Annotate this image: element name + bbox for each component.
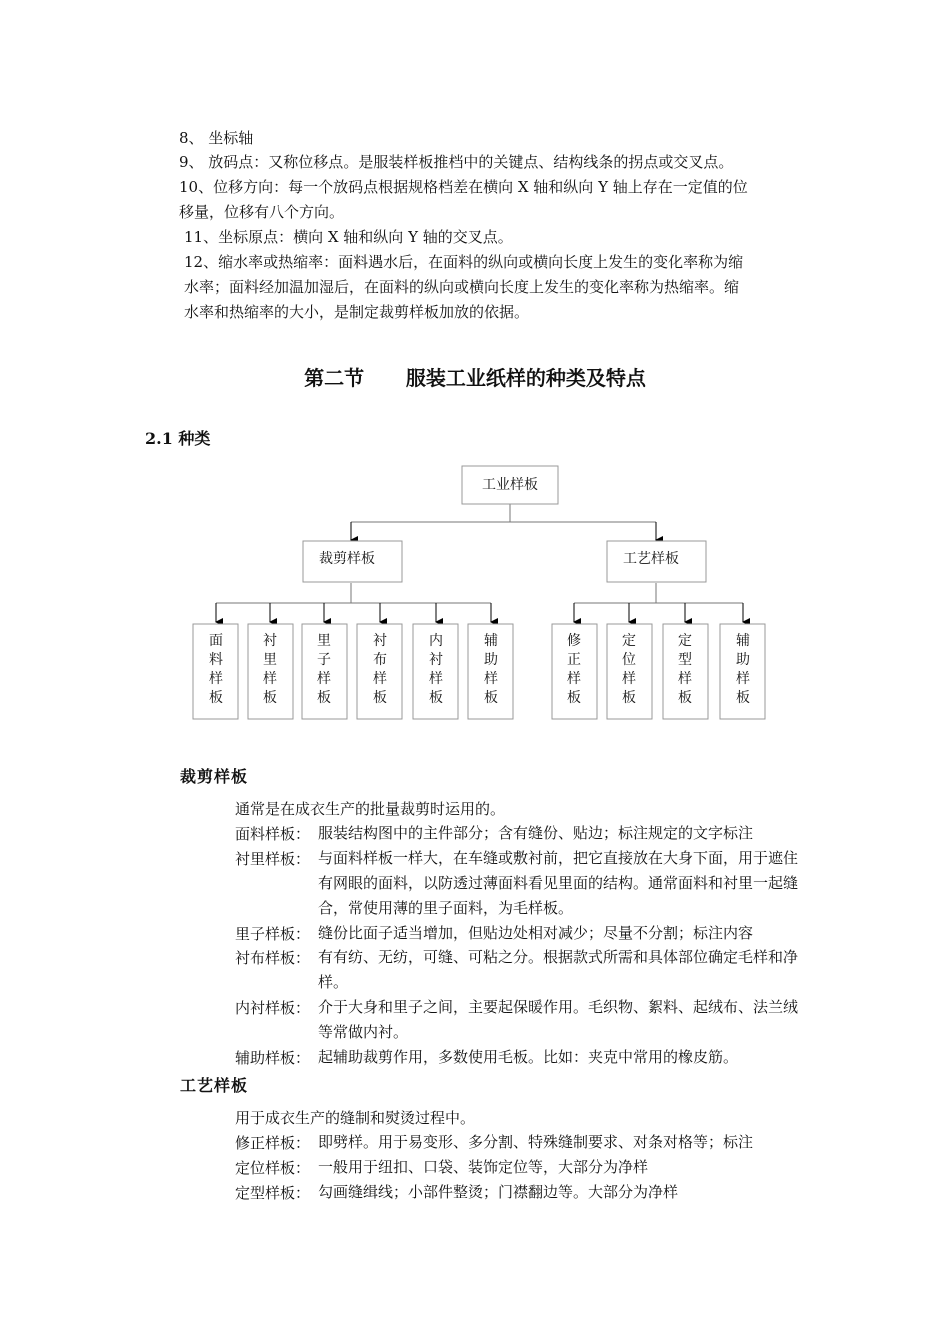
cutting-desc-interfacing: 有有纺、无纺，可缝、可粘之分。根据款式所需和具体部位确定毛样和净样。: [318, 948, 799, 991]
cutting-term-auxiliary: 辅助样板：: [235, 1049, 311, 1067]
cutting-term-interfacing: 衬布样板：: [235, 949, 311, 967]
craft-heading: 工艺样板: [180, 1076, 249, 1095]
craft-desc-shaping: 勾画缝缉线；小部件整烫；门襟翻边等。大部分为净样: [318, 1183, 679, 1201]
craft-desc-positioning: 一般用于纽扣、口袋、装饰定位等，大部分为净样: [318, 1158, 649, 1176]
intro-item-12-cont2: 水率和热缩率的大小，是制定裁剪样板加放的依据。: [184, 303, 530, 321]
cutting-heading: 裁剪样板: [180, 767, 249, 786]
craft-intro: 用于成衣生产的缝制和熨烫过程中。: [235, 1109, 476, 1127]
intro-item-8: 8、 坐标轴: [179, 129, 254, 147]
intro-item-10-cont: 移量，位移有八个方向。: [179, 203, 345, 221]
diagram-leaf-left-0: 面料样板: [209, 633, 223, 706]
diagram-branch-craft-label: 工艺样板: [623, 551, 679, 567]
diagram-root-label: 工业样板: [482, 477, 538, 493]
diagram-leaf-left-5: 辅助样板: [484, 633, 498, 706]
cutting-term-lining: 衬里样板：: [235, 850, 311, 868]
cutting-term-interlining: 内衬样板：: [235, 999, 311, 1017]
diagram-leaf-right-1: 定位样板: [622, 633, 636, 706]
cutting-term-inner-lining: 里子样板：: [235, 925, 311, 943]
diagram-leaf-right-0: 修正样板: [567, 633, 581, 706]
cutting-desc-inner-lining: 缝份比面子适当增加，但贴边处相对减少；尽量不分割；标注内容: [318, 924, 754, 942]
craft-term-shaping: 定型样板：: [235, 1184, 311, 1202]
cutting-term-fabric: 面料样板：: [235, 825, 311, 843]
diagram-leaf-left-4: 内衬样板: [429, 633, 443, 706]
intro-item-12: 12、缩水率或热缩率：面料遇水后，在面料的纵向或横向长度上发生的变化率称为缩: [184, 253, 744, 271]
diagram-leaf-left-3: 衬布样板: [373, 633, 387, 706]
intro-item-11: 11、坐标原点：横向 X 轴和纵向 Y 轴的交叉点。: [184, 228, 513, 246]
cutting-desc-interlining: 介于大身和里子之间，主要起保暖作用。毛织物、絮料、起绒布、法兰绒等常做内衬。: [318, 998, 799, 1041]
intro-item-9: 9、 放码点：又称位移点。是服装样板推档中的关键点、结构线条的拐点或交叉点。: [179, 153, 734, 171]
craft-desc-correction: 即劈样。用于易变形、多分割、特殊缝制要求、对条对格等；标注: [318, 1133, 754, 1151]
intro-item-12-cont1: 水率；面料经加温加湿后，在面料的纵向或横向长度上发生的变化率称为热缩率。缩: [184, 278, 740, 296]
cutting-desc-lining: 与面料样板一样大，在车缝或敷衬前，把它直接放在大身下面，用于遮住有网眼的面料，以防透过薄面料看见里面的结构。通常面料和衬里一起缝合，常使用薄的里子面料，为毛样板。: [318, 849, 799, 917]
craft-term-positioning: 定位样板：: [235, 1159, 311, 1177]
section-title: 第二节 服装工业纸样的种类及特点: [304, 366, 646, 390]
subsection-title: 2.1 种类: [145, 429, 211, 448]
cutting-intro: 通常是在成衣生产的批量裁剪时运用的。: [235, 800, 506, 818]
cutting-desc-auxiliary: 起辅助裁剪作用，多数使用毛板。比如：夹克中常用的橡皮筋。: [318, 1048, 739, 1066]
craft-term-correction: 修正样板：: [235, 1134, 311, 1152]
cutting-desc-fabric: 服装结构图中的主件部分；含有缝份、贴边；标注规定的文字标注: [318, 824, 754, 842]
diagram-leaf-left-2: 里子样板: [317, 633, 331, 706]
diagram-branch-cutting-label: 裁剪样板: [319, 551, 375, 567]
diagram-leaf-right-3: 辅助样板: [736, 633, 750, 706]
diagram-leaf-left-1: 衬里样板: [263, 633, 277, 706]
diagram-leaf-right-2: 定型样板: [678, 633, 692, 706]
intro-item-10: 10、位移方向：每一个放码点根据规格档差在横向 X 轴和纵向 Y 轴上存在一定值的位: [179, 178, 748, 196]
